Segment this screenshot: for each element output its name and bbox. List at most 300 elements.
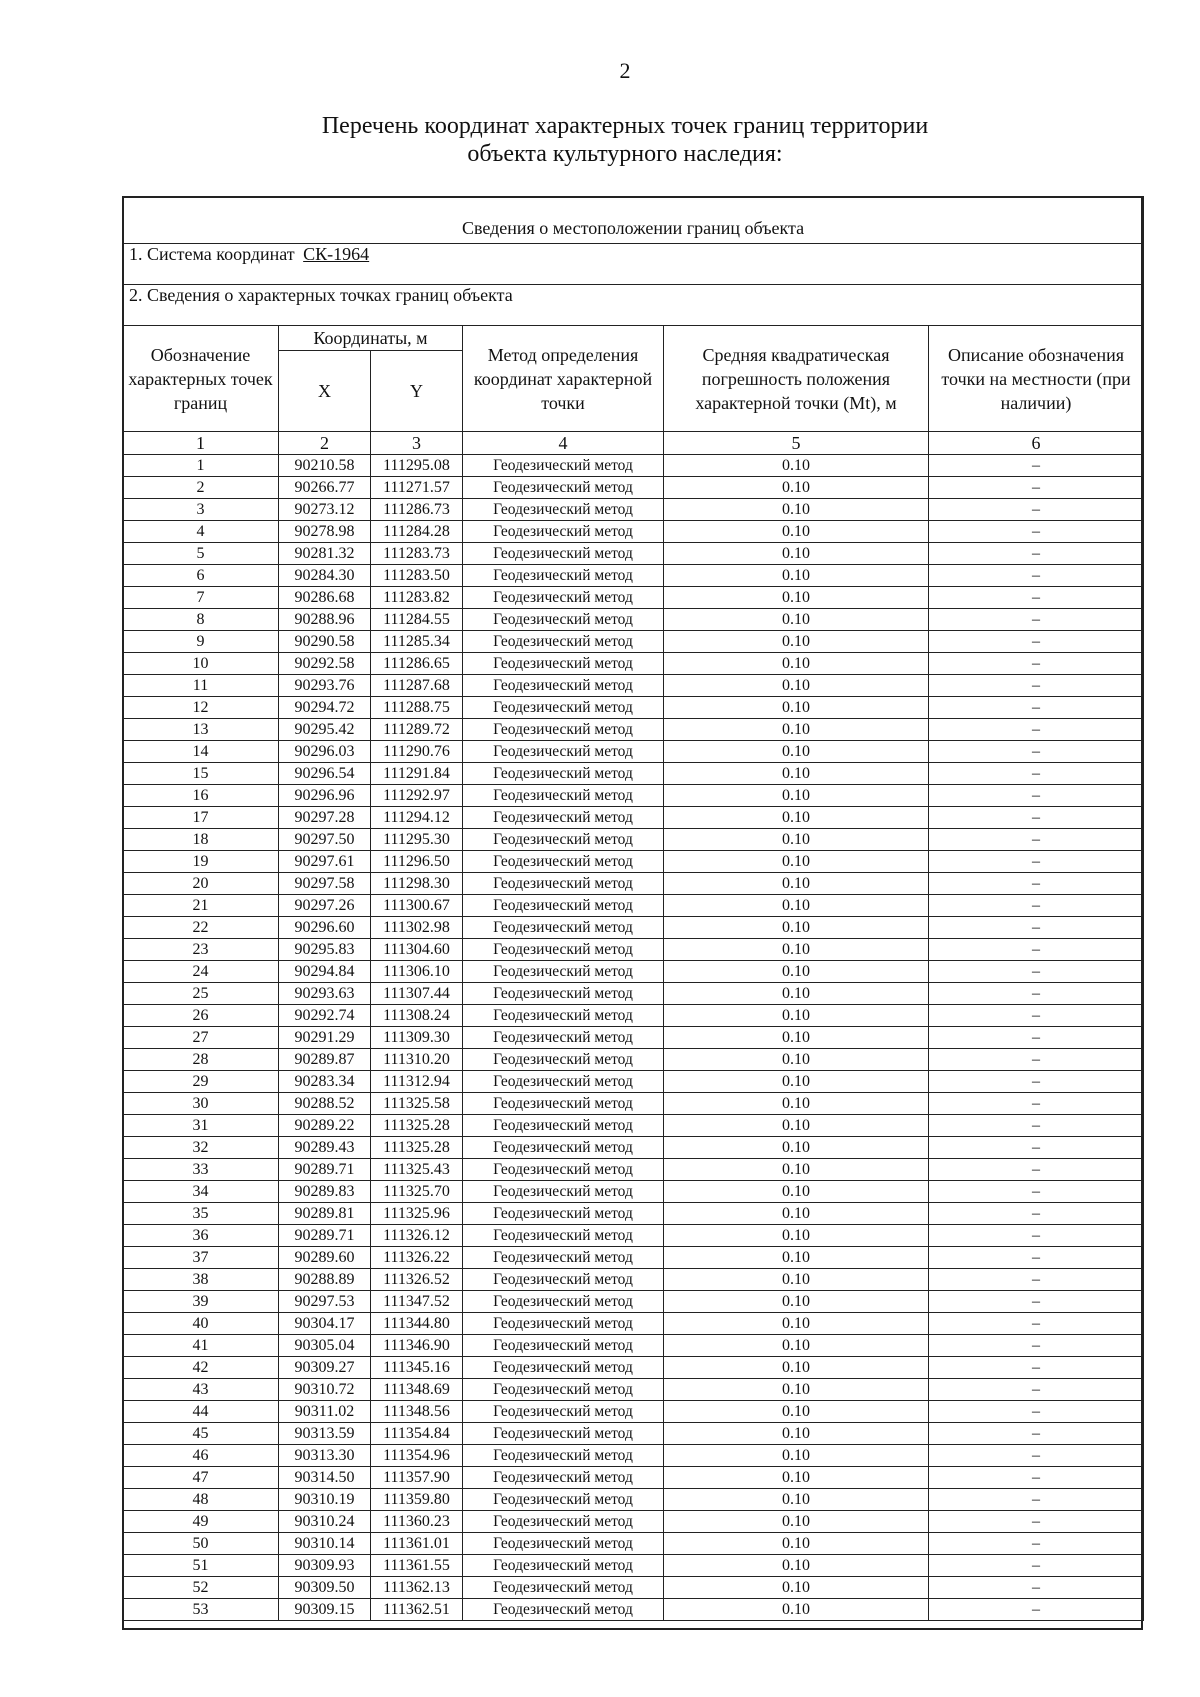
x-coordinate-cell: 90292.74 bbox=[279, 1005, 371, 1027]
x-coordinate-cell: 90314.50 bbox=[279, 1467, 371, 1489]
y-coordinate-cell: 111354.84 bbox=[371, 1423, 463, 1445]
x-coordinate-cell: 90273.12 bbox=[279, 499, 371, 521]
table-row bbox=[123, 917, 1144, 939]
point-number-cell: 18 bbox=[123, 829, 279, 851]
point-number-cell: 28 bbox=[123, 1049, 279, 1071]
x-coordinate-cell: 90289.81 bbox=[279, 1203, 371, 1225]
description-cell: – bbox=[929, 1005, 1144, 1027]
point-number-cell: 26 bbox=[123, 1005, 279, 1027]
method-cell: Геодезический метод bbox=[463, 675, 664, 697]
method-cell: Геодезический метод bbox=[463, 1005, 664, 1027]
description-cell: – bbox=[929, 1445, 1144, 1467]
point-number-cell: 34 bbox=[123, 1181, 279, 1203]
header-y: Y bbox=[371, 351, 463, 432]
accuracy-cell: 0.10 bbox=[664, 1335, 929, 1357]
column-number: 2 bbox=[279, 432, 371, 455]
description-cell: – bbox=[929, 939, 1144, 961]
table-row bbox=[123, 477, 1144, 499]
x-coordinate-cell: 90309.15 bbox=[279, 1599, 371, 1621]
description-cell: – bbox=[929, 1401, 1144, 1423]
point-number-cell: 51 bbox=[123, 1555, 279, 1577]
method-cell: Геодезический метод bbox=[463, 1533, 664, 1555]
point-number-cell: 3 bbox=[123, 499, 279, 521]
method-cell: Геодезический метод bbox=[463, 719, 664, 741]
y-coordinate-cell: 111290.76 bbox=[371, 741, 463, 763]
coordinate-system-row bbox=[123, 244, 1144, 285]
method-cell: Геодезический метод bbox=[463, 873, 664, 895]
point-number-cell: 21 bbox=[123, 895, 279, 917]
point-number-cell: 47 bbox=[123, 1467, 279, 1489]
method-cell: Геодезический метод bbox=[463, 1203, 664, 1225]
method-cell: Геодезический метод bbox=[463, 631, 664, 653]
y-coordinate-cell: 111284.55 bbox=[371, 609, 463, 631]
page-number: 2 bbox=[619, 58, 631, 83]
point-number-cell: 50 bbox=[123, 1533, 279, 1555]
accuracy-cell: 0.10 bbox=[664, 917, 929, 939]
table-row bbox=[123, 1533, 1144, 1555]
point-number-cell: 4 bbox=[123, 521, 279, 543]
description-cell: – bbox=[929, 895, 1144, 917]
header-coordinates: Координаты, м bbox=[279, 326, 463, 351]
table-row bbox=[123, 521, 1144, 543]
point-number-cell: 22 bbox=[123, 917, 279, 939]
method-cell: Геодезический метод bbox=[463, 455, 664, 477]
x-coordinate-cell: 90309.27 bbox=[279, 1357, 371, 1379]
description-cell: – bbox=[929, 1599, 1144, 1621]
description-cell: – bbox=[929, 1181, 1144, 1203]
point-number-cell: 46 bbox=[123, 1445, 279, 1467]
accuracy-cell: 0.10 bbox=[664, 587, 929, 609]
x-coordinate-cell: 90296.60 bbox=[279, 917, 371, 939]
coordinate-system-label: 1. Система координат bbox=[129, 244, 295, 264]
y-coordinate-cell: 111288.75 bbox=[371, 697, 463, 719]
column-number: 5 bbox=[664, 432, 929, 455]
description-cell: – bbox=[929, 521, 1144, 543]
y-coordinate-cell: 111325.96 bbox=[371, 1203, 463, 1225]
point-number-cell: 7 bbox=[123, 587, 279, 609]
method-cell: Геодезический метод bbox=[463, 1379, 664, 1401]
table-row bbox=[123, 763, 1144, 785]
description-cell: – bbox=[929, 1225, 1144, 1247]
table-row bbox=[123, 1445, 1144, 1467]
table-row bbox=[123, 1115, 1144, 1137]
point-number-cell: 20 bbox=[123, 873, 279, 895]
point-number-cell: 11 bbox=[123, 675, 279, 697]
method-cell: Геодезический метод bbox=[463, 741, 664, 763]
y-coordinate-cell: 111289.72 bbox=[371, 719, 463, 741]
table-row bbox=[123, 1247, 1144, 1269]
x-coordinate-cell: 90288.96 bbox=[279, 609, 371, 631]
accuracy-cell: 0.10 bbox=[664, 1181, 929, 1203]
y-coordinate-cell: 111284.28 bbox=[371, 521, 463, 543]
y-coordinate-cell: 111362.13 bbox=[371, 1577, 463, 1599]
y-coordinate-cell: 111347.52 bbox=[371, 1291, 463, 1313]
table-row bbox=[123, 675, 1144, 697]
description-cell: – bbox=[929, 1335, 1144, 1357]
accuracy-cell: 0.10 bbox=[664, 1269, 929, 1291]
point-number-cell: 32 bbox=[123, 1137, 279, 1159]
description-cell: – bbox=[929, 1357, 1144, 1379]
x-coordinate-cell: 90297.58 bbox=[279, 873, 371, 895]
y-coordinate-cell: 111325.58 bbox=[371, 1093, 463, 1115]
description-cell: – bbox=[929, 983, 1144, 1005]
table-row bbox=[123, 697, 1144, 719]
table-row bbox=[123, 1423, 1144, 1445]
description-cell: – bbox=[929, 1467, 1144, 1489]
table-row bbox=[123, 1137, 1144, 1159]
method-cell: Геодезический метод bbox=[463, 917, 664, 939]
y-coordinate-cell: 111344.80 bbox=[371, 1313, 463, 1335]
x-coordinate-cell: 90311.02 bbox=[279, 1401, 371, 1423]
table-row bbox=[123, 939, 1144, 961]
method-cell: Геодезический метод bbox=[463, 543, 664, 565]
method-cell: Геодезический метод bbox=[463, 1577, 664, 1599]
point-number-cell: 15 bbox=[123, 763, 279, 785]
y-coordinate-cell: 111354.96 bbox=[371, 1445, 463, 1467]
method-cell: Геодезический метод bbox=[463, 653, 664, 675]
point-number-cell: 24 bbox=[123, 961, 279, 983]
accuracy-cell: 0.10 bbox=[664, 1093, 929, 1115]
boundary-coordinates-table bbox=[122, 196, 1144, 1621]
y-coordinate-cell: 111283.50 bbox=[371, 565, 463, 587]
method-cell: Геодезический метод bbox=[463, 1445, 664, 1467]
points-header-row bbox=[123, 285, 1144, 326]
x-coordinate-cell: 90313.30 bbox=[279, 1445, 371, 1467]
method-cell: Геодезический метод bbox=[463, 1247, 664, 1269]
method-cell: Геодезический метод bbox=[463, 565, 664, 587]
y-coordinate-cell: 111360.23 bbox=[371, 1511, 463, 1533]
table-row bbox=[123, 1511, 1144, 1533]
x-coordinate-cell: 90210.58 bbox=[279, 455, 371, 477]
method-cell: Геодезический метод bbox=[463, 1027, 664, 1049]
table-row bbox=[123, 1467, 1144, 1489]
accuracy-cell: 0.10 bbox=[664, 1137, 929, 1159]
description-cell: – bbox=[929, 1247, 1144, 1269]
y-coordinate-cell: 111362.51 bbox=[371, 1599, 463, 1621]
table-row bbox=[123, 1203, 1144, 1225]
table-row bbox=[123, 1225, 1144, 1247]
accuracy-cell: 0.10 bbox=[664, 1225, 929, 1247]
method-cell: Геодезический метод bbox=[463, 1137, 664, 1159]
x-coordinate-cell: 90266.77 bbox=[279, 477, 371, 499]
y-coordinate-cell: 111310.20 bbox=[371, 1049, 463, 1071]
method-cell: Геодезический метод bbox=[463, 1071, 664, 1093]
accuracy-cell: 0.10 bbox=[664, 477, 929, 499]
x-coordinate-cell: 90309.50 bbox=[279, 1577, 371, 1599]
point-number-cell: 45 bbox=[123, 1423, 279, 1445]
table-row bbox=[123, 1181, 1144, 1203]
accuracy-cell: 0.10 bbox=[664, 1115, 929, 1137]
table-row bbox=[123, 1379, 1144, 1401]
description-cell: – bbox=[929, 1313, 1144, 1335]
point-number-cell: 40 bbox=[123, 1313, 279, 1335]
description-cell: – bbox=[929, 1379, 1144, 1401]
table-row bbox=[123, 1049, 1144, 1071]
accuracy-cell: 0.10 bbox=[664, 1049, 929, 1071]
document-title bbox=[0, 112, 1200, 168]
y-coordinate-cell: 111286.65 bbox=[371, 653, 463, 675]
accuracy-cell: 0.10 bbox=[664, 1313, 929, 1335]
y-coordinate-cell: 111359.80 bbox=[371, 1489, 463, 1511]
table-row bbox=[123, 499, 1144, 521]
accuracy-cell: 0.10 bbox=[664, 499, 929, 521]
point-number-cell: 10 bbox=[123, 653, 279, 675]
description-cell: – bbox=[929, 829, 1144, 851]
y-coordinate-cell: 111298.30 bbox=[371, 873, 463, 895]
table-row bbox=[123, 631, 1144, 653]
accuracy-cell: 0.10 bbox=[664, 1489, 929, 1511]
accuracy-cell: 0.10 bbox=[664, 851, 929, 873]
point-number-cell: 19 bbox=[123, 851, 279, 873]
table-row bbox=[123, 829, 1144, 851]
table-row bbox=[123, 587, 1144, 609]
description-cell: – bbox=[929, 1533, 1144, 1555]
point-number-cell: 27 bbox=[123, 1027, 279, 1049]
table-row bbox=[123, 609, 1144, 631]
y-coordinate-cell: 111302.98 bbox=[371, 917, 463, 939]
method-cell: Геодезический метод bbox=[463, 1115, 664, 1137]
table-row bbox=[123, 1599, 1144, 1621]
point-number-cell: 38 bbox=[123, 1269, 279, 1291]
method-cell: Геодезический метод bbox=[463, 1225, 664, 1247]
table-row bbox=[123, 1093, 1144, 1115]
point-number-cell: 31 bbox=[123, 1115, 279, 1137]
coordinate-system-value: СК-1964 bbox=[303, 244, 370, 264]
y-coordinate-cell: 111295.30 bbox=[371, 829, 463, 851]
table-row bbox=[123, 895, 1144, 917]
description-cell: – bbox=[929, 1269, 1144, 1291]
description-cell: – bbox=[929, 1423, 1144, 1445]
accuracy-cell: 0.10 bbox=[664, 455, 929, 477]
accuracy-cell: 0.10 bbox=[664, 1247, 929, 1269]
description-cell: – bbox=[929, 1489, 1144, 1511]
description-cell: – bbox=[929, 1093, 1144, 1115]
table-row bbox=[123, 1489, 1144, 1511]
description-cell: – bbox=[929, 675, 1144, 697]
point-number-cell: 35 bbox=[123, 1203, 279, 1225]
x-coordinate-cell: 90289.60 bbox=[279, 1247, 371, 1269]
accuracy-cell: 0.10 bbox=[664, 895, 929, 917]
method-cell: Геодезический метод bbox=[463, 1093, 664, 1115]
x-coordinate-cell: 90289.22 bbox=[279, 1115, 371, 1137]
x-coordinate-cell: 90283.34 bbox=[279, 1071, 371, 1093]
y-coordinate-cell: 111309.30 bbox=[371, 1027, 463, 1049]
x-coordinate-cell: 90295.42 bbox=[279, 719, 371, 741]
y-coordinate-cell: 111300.67 bbox=[371, 895, 463, 917]
point-number-cell: 23 bbox=[123, 939, 279, 961]
description-cell: – bbox=[929, 477, 1144, 499]
point-number-cell: 42 bbox=[123, 1357, 279, 1379]
method-cell: Геодезический метод bbox=[463, 763, 664, 785]
point-number-cell: 17 bbox=[123, 807, 279, 829]
point-number-cell: 30 bbox=[123, 1093, 279, 1115]
x-coordinate-cell: 90295.83 bbox=[279, 939, 371, 961]
method-cell: Геодезический метод bbox=[463, 1357, 664, 1379]
description-cell: – bbox=[929, 1577, 1144, 1599]
accuracy-cell: 0.10 bbox=[664, 609, 929, 631]
table-row bbox=[123, 1401, 1144, 1423]
x-coordinate-cell: 90290.58 bbox=[279, 631, 371, 653]
y-coordinate-cell: 111283.73 bbox=[371, 543, 463, 565]
table-row bbox=[123, 1577, 1144, 1599]
y-coordinate-cell: 111325.28 bbox=[371, 1115, 463, 1137]
accuracy-cell: 0.10 bbox=[664, 631, 929, 653]
y-coordinate-cell: 111286.73 bbox=[371, 499, 463, 521]
description-cell: – bbox=[929, 1203, 1144, 1225]
description-cell: – bbox=[929, 543, 1144, 565]
accuracy-cell: 0.10 bbox=[664, 565, 929, 587]
column-number: 1 bbox=[123, 432, 279, 455]
description-cell: – bbox=[929, 961, 1144, 983]
accuracy-cell: 0.10 bbox=[664, 961, 929, 983]
method-cell: Геодезический метод bbox=[463, 587, 664, 609]
y-coordinate-cell: 111295.08 bbox=[371, 455, 463, 477]
method-cell: Геодезический метод bbox=[463, 1335, 664, 1357]
point-number-cell: 37 bbox=[123, 1247, 279, 1269]
table-row bbox=[123, 1335, 1144, 1357]
point-number-cell: 6 bbox=[123, 565, 279, 587]
x-coordinate-cell: 90310.72 bbox=[279, 1379, 371, 1401]
description-cell: – bbox=[929, 1027, 1144, 1049]
accuracy-cell: 0.10 bbox=[664, 1599, 929, 1621]
table-row bbox=[123, 983, 1144, 1005]
y-coordinate-cell: 111291.84 bbox=[371, 763, 463, 785]
x-coordinate-cell: 90281.32 bbox=[279, 543, 371, 565]
y-coordinate-cell: 111361.01 bbox=[371, 1533, 463, 1555]
point-number-cell: 43 bbox=[123, 1379, 279, 1401]
method-cell: Геодезический метод bbox=[463, 1181, 664, 1203]
x-coordinate-cell: 90284.30 bbox=[279, 565, 371, 587]
y-coordinate-cell: 111304.60 bbox=[371, 939, 463, 961]
point-number-cell: 9 bbox=[123, 631, 279, 653]
y-coordinate-cell: 111271.57 bbox=[371, 477, 463, 499]
accuracy-cell: 0.10 bbox=[664, 1445, 929, 1467]
accuracy-cell: 0.10 bbox=[664, 521, 929, 543]
method-cell: Геодезический метод bbox=[463, 1291, 664, 1313]
table-row bbox=[123, 961, 1144, 983]
point-number-cell: 29 bbox=[123, 1071, 279, 1093]
table-row bbox=[123, 807, 1144, 829]
x-coordinate-cell: 90297.50 bbox=[279, 829, 371, 851]
table-row bbox=[123, 565, 1144, 587]
description-cell: – bbox=[929, 653, 1144, 675]
description-cell: – bbox=[929, 1137, 1144, 1159]
description-cell: – bbox=[929, 587, 1144, 609]
method-cell: Геодезический метод bbox=[463, 1467, 664, 1489]
table-row bbox=[123, 1269, 1144, 1291]
accuracy-cell: 0.10 bbox=[664, 1467, 929, 1489]
method-cell: Геодезический метод bbox=[463, 851, 664, 873]
table-row bbox=[123, 1291, 1144, 1313]
method-cell: Геодезический метод bbox=[463, 1159, 664, 1181]
y-coordinate-cell: 111306.10 bbox=[371, 961, 463, 983]
x-coordinate-cell: 90309.93 bbox=[279, 1555, 371, 1577]
y-coordinate-cell: 111326.52 bbox=[371, 1269, 463, 1291]
description-cell: – bbox=[929, 1071, 1144, 1093]
accuracy-cell: 0.10 bbox=[664, 807, 929, 829]
point-number-cell: 1 bbox=[123, 455, 279, 477]
x-coordinate-cell: 90304.17 bbox=[279, 1313, 371, 1335]
y-coordinate-cell: 111357.90 bbox=[371, 1467, 463, 1489]
method-cell: Геодезический метод bbox=[463, 1599, 664, 1621]
accuracy-cell: 0.10 bbox=[664, 785, 929, 807]
accuracy-cell: 0.10 bbox=[664, 1555, 929, 1577]
accuracy-cell: 0.10 bbox=[664, 1203, 929, 1225]
accuracy-cell: 0.10 bbox=[664, 873, 929, 895]
x-coordinate-cell: 90293.76 bbox=[279, 675, 371, 697]
method-cell: Геодезический метод bbox=[463, 697, 664, 719]
x-coordinate-cell: 90296.54 bbox=[279, 763, 371, 785]
description-cell: – bbox=[929, 1291, 1144, 1313]
description-cell: – bbox=[929, 609, 1144, 631]
method-cell: Геодезический метод bbox=[463, 521, 664, 543]
y-coordinate-cell: 111348.56 bbox=[371, 1401, 463, 1423]
y-coordinate-cell: 111325.70 bbox=[371, 1181, 463, 1203]
table-row bbox=[123, 1005, 1144, 1027]
accuracy-cell: 0.10 bbox=[664, 1027, 929, 1049]
method-cell: Геодезический метод bbox=[463, 1511, 664, 1533]
description-cell: – bbox=[929, 455, 1144, 477]
method-cell: Геодезический метод bbox=[463, 1049, 664, 1071]
accuracy-cell: 0.10 bbox=[664, 1357, 929, 1379]
x-coordinate-cell: 90296.03 bbox=[279, 741, 371, 763]
x-coordinate-cell: 90286.68 bbox=[279, 587, 371, 609]
x-coordinate-cell: 90289.71 bbox=[279, 1225, 371, 1247]
x-coordinate-cell: 90294.84 bbox=[279, 961, 371, 983]
description-cell: – bbox=[929, 719, 1144, 741]
accuracy-cell: 0.10 bbox=[664, 543, 929, 565]
x-coordinate-cell: 90310.24 bbox=[279, 1511, 371, 1533]
point-number-cell: 49 bbox=[123, 1511, 279, 1533]
accuracy-cell: 0.10 bbox=[664, 1577, 929, 1599]
description-cell: – bbox=[929, 807, 1144, 829]
x-coordinate-cell: 90289.71 bbox=[279, 1159, 371, 1181]
method-cell: Геодезический метод bbox=[463, 961, 664, 983]
header-accuracy: Средняя квадратическая погрешность положения характерной точки (Mt), м bbox=[664, 326, 929, 432]
accuracy-cell: 0.10 bbox=[664, 1379, 929, 1401]
accuracy-cell: 0.10 bbox=[664, 1423, 929, 1445]
method-cell: Геодезический метод bbox=[463, 1489, 664, 1511]
description-cell: – bbox=[929, 741, 1144, 763]
description-cell: – bbox=[929, 697, 1144, 719]
method-cell: Геодезический метод bbox=[463, 785, 664, 807]
table-row bbox=[123, 719, 1144, 741]
x-coordinate-cell: 90305.04 bbox=[279, 1335, 371, 1357]
x-coordinate-cell: 90288.89 bbox=[279, 1269, 371, 1291]
description-cell: – bbox=[929, 565, 1144, 587]
table-row bbox=[123, 1027, 1144, 1049]
accuracy-cell: 0.10 bbox=[664, 719, 929, 741]
x-coordinate-cell: 90296.96 bbox=[279, 785, 371, 807]
table-row bbox=[123, 543, 1144, 565]
points-header-text: 2. Сведения о характерных точках границ объекта bbox=[129, 285, 513, 305]
x-coordinate-cell: 90291.29 bbox=[279, 1027, 371, 1049]
header-description: Описание обозначения точки на местности (при наличии) bbox=[929, 326, 1144, 432]
method-cell: Геодезический метод bbox=[463, 807, 664, 829]
table-row bbox=[123, 873, 1144, 895]
method-cell: Геодезический метод bbox=[463, 983, 664, 1005]
x-coordinate-cell: 90289.83 bbox=[279, 1181, 371, 1203]
method-cell: Геодезический метод bbox=[463, 939, 664, 961]
document-title-line-2: объекта культурного наследия: bbox=[467, 141, 783, 167]
point-number-cell: 48 bbox=[123, 1489, 279, 1511]
section-header bbox=[123, 197, 1144, 244]
point-number-cell: 8 bbox=[123, 609, 279, 631]
description-cell: – bbox=[929, 631, 1144, 653]
header-method: Метод определения координат характерной точки bbox=[463, 326, 664, 432]
description-cell: – bbox=[929, 1511, 1144, 1533]
accuracy-cell: 0.10 bbox=[664, 697, 929, 719]
